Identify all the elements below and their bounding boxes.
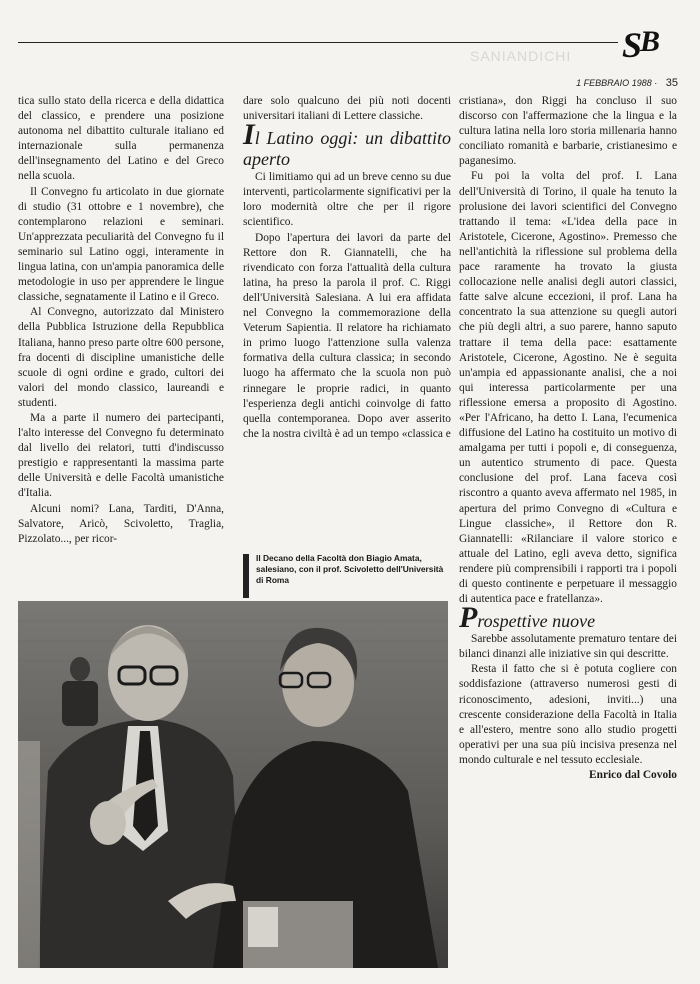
paragraph: Ci limitiamo qui ad un breve cenno su due interventi, particolarmente significativi per la loro modernità oltre che per il rigore scientifico.: [243, 171, 451, 229]
heading-text: rospettive nuove: [477, 611, 596, 632]
section-heading: [243, 118, 451, 170]
article-photo: [18, 601, 448, 968]
magazine-logo: [622, 18, 659, 65]
paragraph: dare solo qualcuno dei più noti docenti universitari italiani di Lettere classiche.: [243, 95, 451, 123]
text-column-3: [459, 94, 677, 783]
author-signature: Enrico dal Covolo: [589, 769, 677, 782]
paragraph: Il Convegno fu articolato in due giornate di studio (31 ottobre e 1 novembre), che contemplarono relazioni e seminari. Un'apprezzata peculiarità del Convegno fu il seminario sul Latino oggi, interamente in lingua latina, con un'ampia panoramica delle metodologie in uso per apprendere le lingue classiche, segnatamente il Latino e il Greco.: [18, 185, 224, 304]
photo-caption: Il Decano della Facoltà don Biagio Amata, salesiano, con il prof. Scivoletto dell'Università di Roma: [256, 553, 444, 585]
paragraph: cristiana», don Riggi ha concluso il suo discorso con l'affermazione che la lingua e la cultura latina nella loro storia millenaria hanno conciliato romanità e barbarie, cristianesimo e paganesimo.: [459, 95, 677, 168]
folio-separator: ·: [654, 78, 658, 88]
text-column-1: [18, 94, 224, 547]
paragraph: Al Convegno, autorizzato dal Ministero della Pubblica Istruzione della Repubblica Italiana, hanno preso parte oltre 600 persone, fra docenti di discipline umanistiche delle scuole di ogni ordine e grado, cultori dei valori del mondo classico, laureandi e studenti.: [18, 306, 224, 409]
drop-initial: I: [243, 118, 255, 152]
paragraph: Resta il fatto che si è potuta cogliere con soddisfazione (attraverso numerosi gesti di riconoscimento, adesioni, inviti...) una crescente considerazione della Facoltà in Italia e all'estero, mentre sono allo studio progetti operativi per una sua più incisiva presenza nel mondo culturale e nel tessuto ecclesiale.: [459, 663, 677, 766]
logo-letter-s: S: [622, 25, 641, 65]
issue-date: 1 FEBBRAIO 1988: [576, 78, 652, 88]
paragraph: Alcuni nomi? Lana, Tarditi, D'Anna, Salvatore, Aricò, Scivoletto, Traglia, Pizzolato..., per ricor-: [18, 502, 224, 545]
caption-marker: [243, 554, 249, 598]
page-number: 35: [665, 77, 678, 89]
logo-letter-b: B: [640, 25, 659, 58]
paragraph: Dopo l'apertura dei lavori da parte del Rettore don R. Giannatelli, che ha rivendicato con forza l'attualità della cultura latina, ha preso la parola il prof. C. Riggi dell'Università Salesiana. A lui era affidata nel Convegno la commemorazione della Veterum Sapientia. Il relatore ha richiamato in primo luogo l'attenzione sulla valenza formativa della cultura classica; in secondo luogo ha affermato che la scuola non può rinnegare le proprie radici, in quanto l'esperienza degli antichi coinvolge di fatto quella contemporanea. Dopo aver asserito che la nostra civiltà è ad un tempo «classica e: [243, 231, 451, 440]
paragraph: tica sullo stato della ricerca e della didattica del classico, e prendere una posizione autonoma nel dibattito culturale italiano ed internazionale sulla permanenza dell'insegnamento del Latino e del Greco nella scuola.: [18, 95, 224, 183]
bleed-through-text: SANIANDICHI: [470, 48, 572, 64]
text-column-2: [243, 94, 451, 442]
paragraph: Sarebbe assolutamente prematuro tentare dei bilanci dinanzi alle iniziative sin qui descritte.: [459, 633, 677, 661]
heading-text: l Latino oggi: un dibattito aperto: [243, 128, 451, 170]
header-rule: [18, 42, 618, 43]
paragraph: Ma a parte il numero dei partecipanti, l'alto interesse del Convegno fu determinato dal livello dei relatori, tutti d'indiscusso prestigio e rappresentanti la massima parte delle Università e delle Facoltà umanistiche d'Italia.: [18, 411, 224, 500]
paragraph: Fu poi la volta del prof. I. Lana dell'Università di Torino, il quale ha tenuto la prolusione dei lavori scientifici del Convegno trattando il tema: «L'idea della pace in Aristotele, Cicerone, Agostino». Premesso che nell'antichità la riflessione sul problema della pace raramente ha trovato la giusta collocazione nelle analisi degli autori classici, fatte salve alcune eccezioni, il prof. Lana ha concentrato la sua attenzione su quegli autori che più degli altri, a suo parere, hanno saputo trattare il tema della pace: esattamente Aristotele, Cicerone, Agostino. Ne è seguita un'ampia ed appassionante analisi, che a noi qui interessa particolarmente per una riflessione emersa a proposito di Agostino. «Per l'Africano, ha detto I. Lana, l'ecumenica diffusione del Latino ha costituito un motivo di amalgama per tutti i popoli e, di conseguenza, un autentico strumento di pace. Questa conclusione del prof. Lana faceva così riscontro a quanto aveva affermato nel 1985, in apertura del primo Convegno di «Cultura e Lingue classiche», il Rettore don R. Giannatelli: «Rilanciare il valore storico e attuale del Latino, egli aveva detto, significa rendere più comprensibili i rapporti tra i popoli di questo continente e perpetuare il messaggio di autentica pace e fratellanza».: [459, 170, 677, 606]
drop-initial: P: [459, 601, 478, 635]
section-heading: [459, 601, 677, 635]
page-folio: [576, 77, 678, 89]
